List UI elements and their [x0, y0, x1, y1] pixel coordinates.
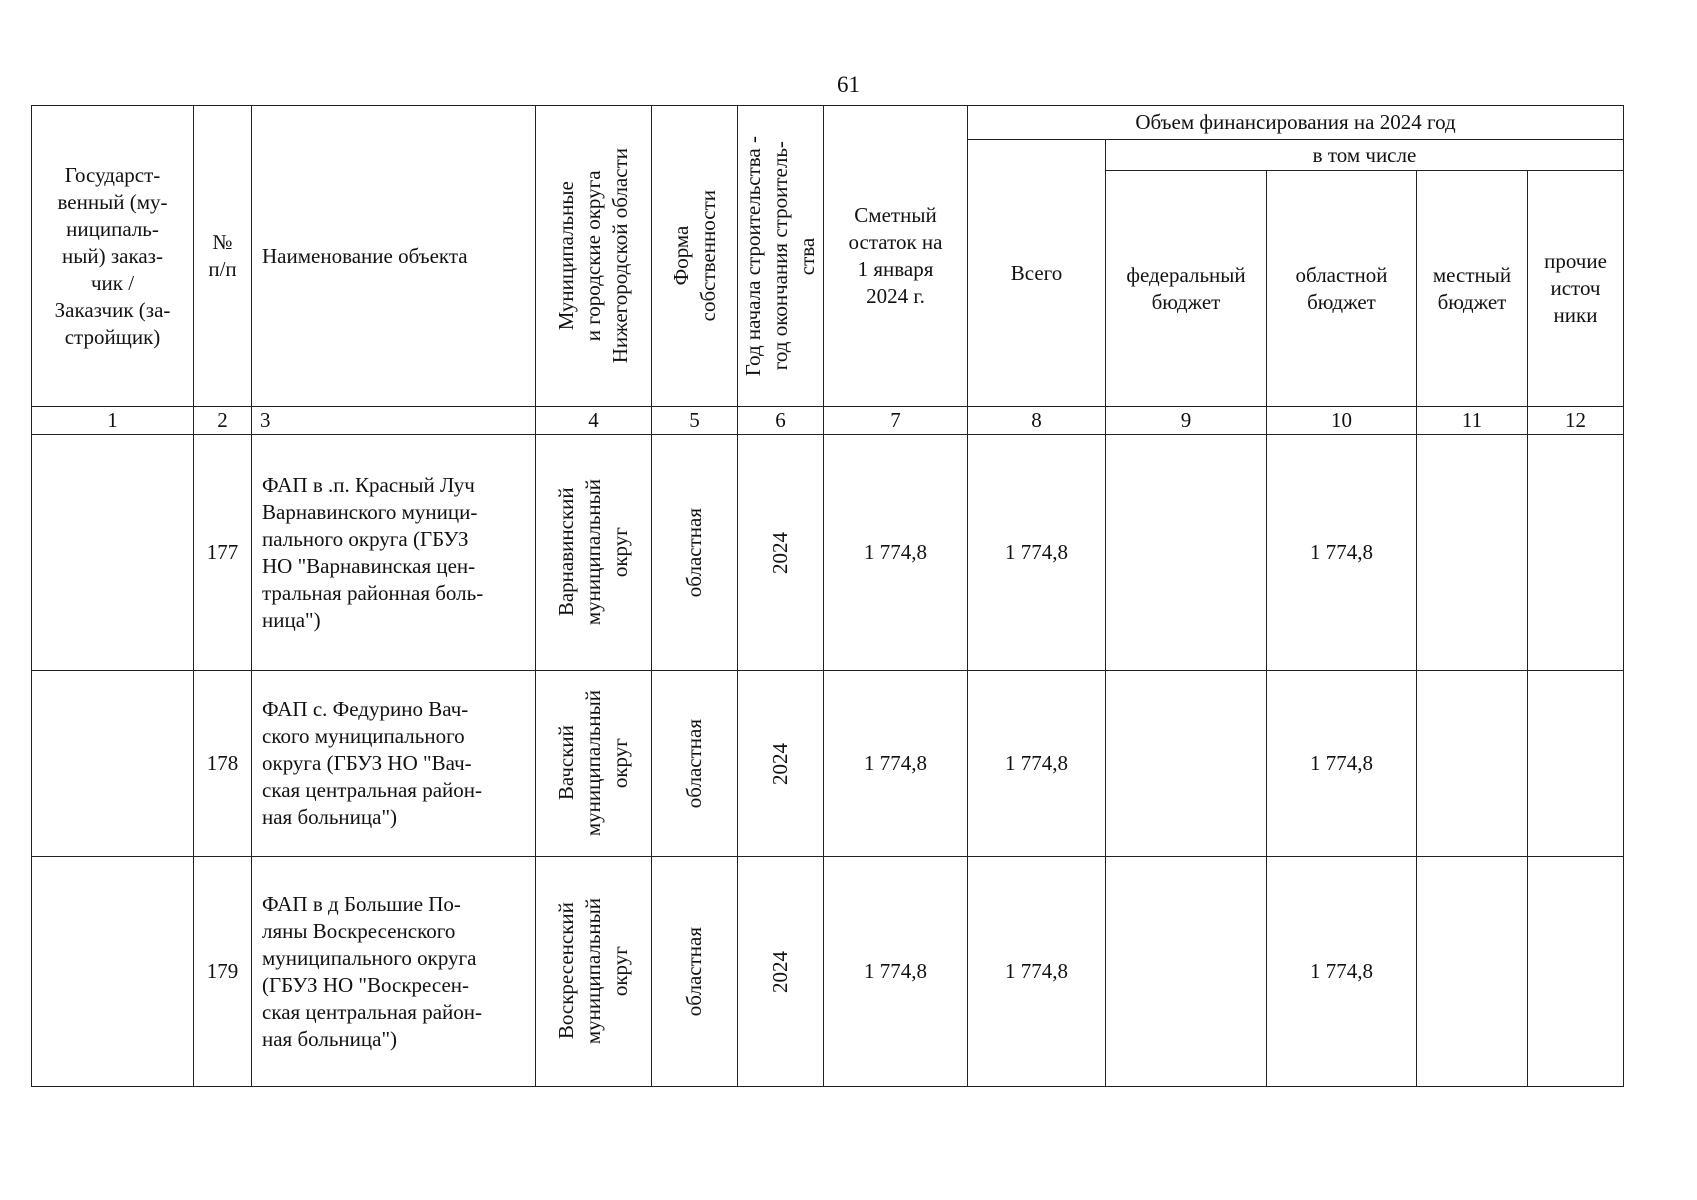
cell-municipal: Воскресенский муниципальный округ — [536, 857, 652, 1087]
cell-municipal: Варнавинский муниципальный округ — [536, 435, 652, 671]
cell-federal — [1106, 435, 1267, 671]
column-number: 5 — [652, 407, 738, 435]
financing-table — [31, 105, 1624, 1087]
header-customer: Государст- венный (му- ниципаль- ный) заказ- чик / Заказчик (за- стройщик) — [32, 106, 194, 407]
header-object-name: Наименование объекта — [252, 106, 536, 407]
header-municipal: Муниципальные и городские округа Нижегородской области — [536, 106, 652, 407]
cell-total: 1 774,8 — [968, 435, 1106, 671]
table-row — [32, 435, 1624, 671]
cell-years: 2024 — [738, 435, 824, 671]
cell-local — [1417, 671, 1528, 857]
cell-local — [1417, 857, 1528, 1087]
cell-local — [1417, 435, 1528, 671]
header-other: прочие источ ники — [1528, 171, 1624, 407]
header-remainder: Сметный остаток на 1 января 2024 г. — [824, 106, 968, 407]
cell-remainder: 1 774,8 — [824, 435, 968, 671]
header-local: местный бюджет — [1417, 171, 1528, 407]
cell-remainder: 1 774,8 — [824, 671, 968, 857]
table-row — [32, 857, 1624, 1087]
cell-federal — [1106, 857, 1267, 1087]
cell-index: 178 — [194, 671, 252, 857]
header-ownership: Форма собственности — [652, 106, 738, 407]
cell-index: 179 — [194, 857, 252, 1087]
cell-remainder: 1 774,8 — [824, 857, 968, 1087]
header-including: в том числе — [1106, 140, 1624, 171]
cell-ownership: областная — [652, 435, 738, 671]
cell-object-name: ФАП с. Федурино Вач- ского муниципального округа (ГБУЗ НО "Вач- ская центральная район- ная больница") — [252, 671, 536, 857]
cell-federal — [1106, 671, 1267, 857]
cell-other — [1528, 857, 1624, 1087]
header-federal: федеральный бюджет — [1106, 171, 1267, 407]
cell-municipal: Вачский муниципальный округ — [536, 671, 652, 857]
header-index: № п/п — [194, 106, 252, 407]
column-number-row — [32, 407, 1624, 435]
cell-ownership: областная — [652, 857, 738, 1087]
column-number: 11 — [1417, 407, 1528, 435]
cell-index: 177 — [194, 435, 252, 671]
cell-total: 1 774,8 — [968, 671, 1106, 857]
header-financing-title: Объем финансирования на 2024 год — [968, 106, 1624, 140]
column-number: 10 — [1267, 407, 1417, 435]
column-number: 1 — [32, 407, 194, 435]
cell-years: 2024 — [738, 671, 824, 857]
cell-object-name: ФАП в .п. Красный Луч Варнавинского муници- пального округа (ГБУЗ НО "Варнавинская цен- тральная районная боль- ница") — [252, 435, 536, 671]
column-number: 4 — [536, 407, 652, 435]
cell-regional: 1 774,8 — [1267, 435, 1417, 671]
cell-other — [1528, 671, 1624, 857]
cell-customer — [32, 857, 194, 1087]
cell-other — [1528, 435, 1624, 671]
column-number: 6 — [738, 407, 824, 435]
column-number: 2 — [194, 407, 252, 435]
header-total: Всего — [968, 140, 1106, 407]
cell-regional: 1 774,8 — [1267, 857, 1417, 1087]
table-row — [32, 671, 1624, 857]
column-number: 8 — [968, 407, 1106, 435]
cell-regional: 1 774,8 — [1267, 671, 1417, 857]
cell-object-name: ФАП в д Большие По- ляны Воскресенского муниципального округа (ГБУЗ НО "Воскресен- ская центральная район- ная больница") — [252, 857, 536, 1087]
cell-total: 1 774,8 — [968, 857, 1106, 1087]
cell-years: 2024 — [738, 857, 824, 1087]
column-number: 3 — [252, 407, 536, 435]
cell-customer — [32, 671, 194, 857]
header-years: Год начала строительства - год окончания строитель- ства — [738, 106, 824, 407]
cell-customer — [32, 435, 194, 671]
column-number: 9 — [1106, 407, 1267, 435]
cell-ownership: областная — [652, 671, 738, 857]
column-number: 12 — [1528, 407, 1624, 435]
page-number: 61 — [837, 72, 860, 97]
header-regional: областной бюджет — [1267, 171, 1417, 407]
column-number: 7 — [824, 407, 968, 435]
